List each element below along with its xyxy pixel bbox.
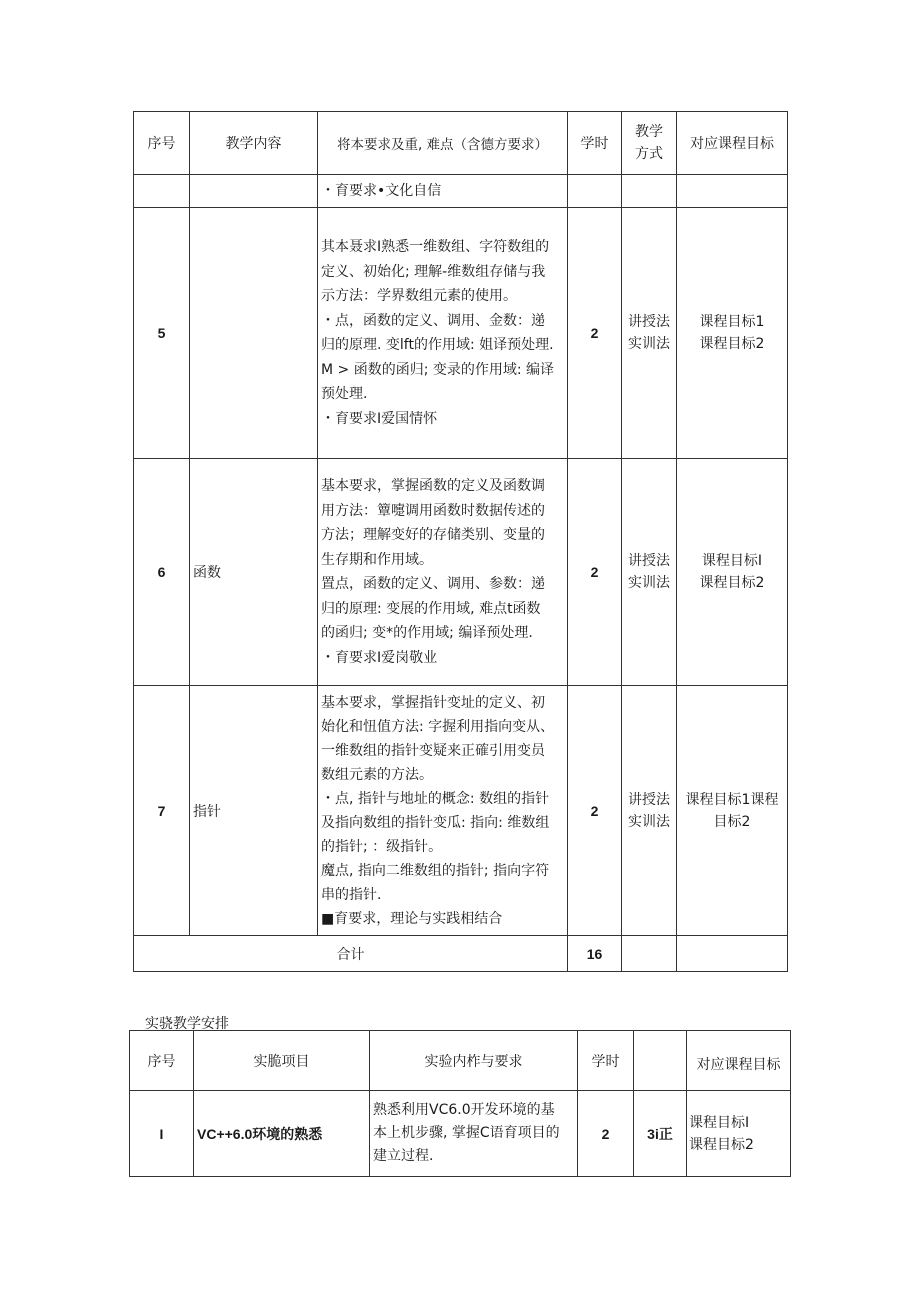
row-seq: 5 [134, 208, 190, 459]
header-seq: 序号 [134, 112, 190, 175]
row-seq: 7 [134, 686, 190, 936]
row-requirements [370, 1091, 578, 1177]
header-requirements: 将本要求及重, 难点（含德方要求） [318, 112, 568, 175]
table-row [134, 208, 788, 459]
requirement-line: 的指针; ：级指针。 [321, 838, 443, 855]
requirement-line: 魔点, 指向二维数组的指针; 指向字符 [321, 862, 550, 879]
requirement-line: 熟悉利用VC6.0开发环境的基 [373, 1102, 555, 1118]
requirement-line: 的函归; 变*的作用域; 编译预处理. [321, 625, 533, 641]
requirement-line: ・育要求•文化自信 [321, 182, 442, 199]
header-content: 教学内容 [190, 112, 318, 175]
header-hours: 学时 [568, 112, 622, 175]
table-header-row [134, 112, 788, 175]
table-row [134, 686, 788, 936]
header-targets: 对应课程目标 [677, 112, 788, 175]
requirement-line: 归的原理. 变lft的作用域: 姐译预处理. [321, 337, 554, 353]
requirement-line: 归的原理: 变展的作用域, 难点t函数 [321, 600, 541, 617]
project-name: VC++6.0环境的熟悉 [197, 1125, 323, 1142]
row-targets: 课程目标I 课程目标2 [687, 1091, 791, 1177]
header-hours: 学时 [578, 1031, 634, 1091]
requirement-line: 及指向数组的指针变瓜: 指向: 维数组 [321, 814, 550, 831]
header-method [634, 1031, 687, 1091]
table-row [130, 1091, 791, 1177]
row-method: 讲授法 实训法 [622, 686, 677, 936]
row-requirements [318, 686, 568, 936]
header-project: 实脆项目 [194, 1031, 370, 1091]
course-content-table [133, 111, 788, 972]
total-row [134, 936, 788, 972]
total-hours: 16 [568, 936, 622, 972]
requirement-line: 方法；理解变好的存储类别、变量的 [321, 527, 545, 543]
row-method: 讲授法 实训法 [622, 208, 677, 459]
row-requirements [318, 175, 568, 208]
row-hours: 2 [568, 686, 622, 936]
requirement-line: 基本要求，掌握函数的定义及函数调 [321, 478, 545, 494]
header-requirements: 实验内柞与要求 [370, 1031, 578, 1091]
requirement-line: 基本要求，掌握指针变址的定义、初 [321, 694, 545, 711]
requirement-line: ■育要求，理论与实践相结合 [321, 910, 503, 927]
experiment-table [129, 1030, 791, 1177]
requirement-line: 其本聂求I熟悉一维数组、字符数组的 [321, 239, 550, 255]
row-hours: 2 [578, 1091, 634, 1177]
requirement-line: 建立过程. [373, 1148, 434, 1164]
table-header-row [130, 1031, 791, 1091]
row-hours: 2 [568, 208, 622, 459]
row-content: 指针 [190, 686, 318, 936]
requirement-line: 本上机步骤, 掌握C语育项目的 [373, 1125, 560, 1141]
total-method [622, 936, 677, 972]
requirement-line: 示方法：学界数组元素的使用。 [321, 288, 517, 304]
requirement-line: 用方法：簟嚏调用函数时数据传述的 [321, 502, 545, 519]
section-title: 实骁教学安排 [145, 1016, 229, 1032]
requirement-line: 定义、初始化; 理解-维数组存储与我 [321, 263, 546, 280]
row-hours: 2 [568, 459, 622, 686]
row-method: 3i正 [634, 1091, 687, 1177]
row-requirements [318, 459, 568, 686]
row-content: 函数 [190, 459, 318, 686]
row-seq [134, 175, 190, 208]
row-targets: 课程目标1课程 目标2 [677, 686, 788, 936]
header-method: 教学 方式 [622, 112, 677, 175]
requirement-line: 始化和忸值方法: 字握利用指向变从、 [321, 718, 555, 735]
requirement-line: 置点，函数的定义、调用、参数：递 [321, 576, 545, 592]
requirement-line: 预处理. [321, 386, 368, 402]
row-requirements [318, 208, 568, 459]
total-targets [677, 936, 788, 972]
requirement-line: ・育要求I爱岗敬业 [321, 649, 438, 666]
row-hours [568, 175, 622, 208]
row-project [194, 1091, 370, 1177]
row-seq: 6 [134, 459, 190, 686]
requirement-line: ・点, 指针与地址的概念: 数组的指针 [321, 790, 550, 807]
requirement-line: ・点，函数的定义、调用、金数：递 [321, 312, 545, 329]
row-targets: 课程目标I 课程目标2 [677, 459, 788, 686]
requirement-line: 串的指针. [321, 886, 382, 903]
row-content [190, 208, 318, 459]
header-targets: 对应课程目标 [687, 1031, 791, 1091]
row-method: 讲授法 实训法 [622, 459, 677, 686]
row-content [190, 175, 318, 208]
row-targets: 课程目标1 课程目标2 [677, 208, 788, 459]
requirement-line: ・育要求I爱国情怀 [321, 410, 438, 427]
requirement-line: 数组元素的方法。 [321, 766, 433, 783]
requirement-line: M > 函数的函归; 变录的作用域: 编译 [321, 361, 555, 378]
requirement-line: 生存期和作用域。 [321, 551, 433, 568]
row-targets [677, 175, 788, 208]
table-row [134, 175, 788, 208]
header-seq: 序号 [130, 1031, 194, 1091]
requirement-line: 一维数组的指针变疑来正確引用变员 [321, 742, 545, 759]
row-seq: I [130, 1091, 194, 1177]
row-method [622, 175, 677, 208]
total-label: 合计 [134, 936, 568, 972]
table-row [134, 459, 788, 686]
